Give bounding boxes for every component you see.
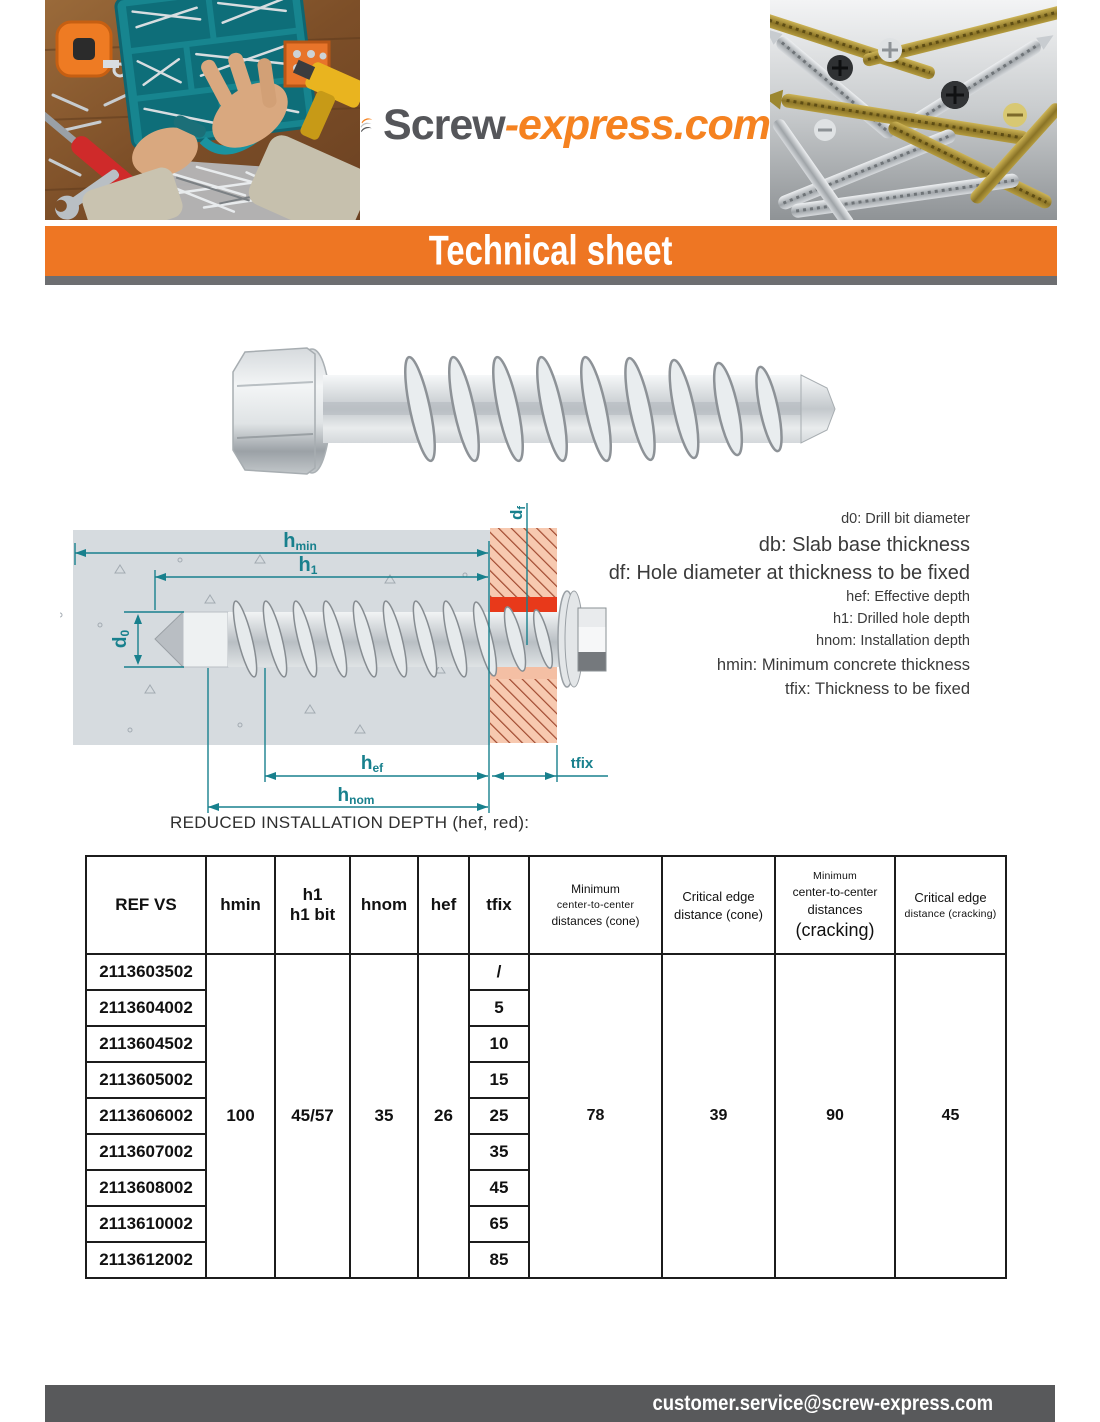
tfix-cell: 5 bbox=[469, 990, 529, 1026]
svg-text:hnom bbox=[338, 785, 375, 807]
reduced-depth-caption: REDUCED INSTALLATION DEPTH (hef, red): bbox=[170, 813, 530, 832]
label-d0-sub: 0 bbox=[118, 629, 132, 637]
header-hnom: hnom bbox=[350, 856, 418, 954]
tfix-cell: 45 bbox=[469, 1170, 529, 1206]
ref-cell: 2113604502 bbox=[86, 1026, 206, 1062]
customer-service-email: customer.service@screw-express.com bbox=[652, 1391, 993, 1415]
ref-cell: 2113605002 bbox=[86, 1062, 206, 1098]
label-tfix: tfix bbox=[570, 755, 594, 772]
label-h1-main: h bbox=[298, 554, 311, 576]
ref-cell: 2113606002 bbox=[86, 1098, 206, 1134]
screw-tip bbox=[801, 375, 835, 443]
tfix-cell: 10 bbox=[469, 1026, 529, 1062]
table-header-row bbox=[86, 856, 1006, 954]
label-hef-main: h bbox=[360, 753, 373, 774]
header-h1: h1 h1 bit bbox=[275, 856, 350, 954]
header-c2c-cracking: Minimum center-to-center distances (cracking) bbox=[775, 856, 895, 954]
table-row bbox=[86, 954, 1006, 990]
tfix-cell: 35 bbox=[469, 1134, 529, 1170]
header-c2c-cone: Minimum center-to-center distances (cone) bbox=[529, 856, 662, 954]
tfix-cell: 65 bbox=[469, 1206, 529, 1242]
label-hmin-main: h bbox=[283, 530, 296, 552]
h1-bit-value: 45/57 bbox=[275, 954, 350, 1278]
ref-cell: 2113610002 bbox=[86, 1206, 206, 1242]
header-edge-cone: Critical edge distance (cone) bbox=[662, 856, 775, 954]
c2c-cone-value: 78 bbox=[529, 954, 662, 1278]
svg-text:hef bbox=[361, 753, 384, 775]
legend-item-d0: d0: Drill bit diameter bbox=[841, 511, 970, 527]
tape-measure bbox=[57, 22, 119, 76]
legend-item-hef: hef: Effective depth bbox=[846, 588, 970, 605]
label-df-main: d bbox=[507, 509, 526, 521]
header-hef: hef bbox=[418, 856, 469, 954]
hef-value: 26 bbox=[418, 954, 469, 1278]
tfix-cell: 25 bbox=[469, 1098, 529, 1134]
hmin-value: 100 bbox=[206, 954, 275, 1278]
concrete-screw-illustration bbox=[215, 332, 845, 490]
label-h1-sub: 1 bbox=[310, 563, 318, 577]
footer-bar bbox=[45, 1385, 1055, 1422]
abbreviation-legend bbox=[500, 509, 970, 704]
legend-item-hnom: hnom: Installation depth bbox=[816, 632, 970, 649]
legend-item-df: df: Hole diameter at thickness to be fixed bbox=[608, 561, 970, 584]
header-ref: REF VS bbox=[86, 856, 206, 954]
header-tfix: tfix bbox=[469, 856, 529, 954]
header-photo-screw-pile bbox=[770, 0, 1057, 220]
workbench-photo-illustration bbox=[45, 0, 360, 220]
logo-wordmark bbox=[383, 101, 770, 150]
label-df-sub: f bbox=[516, 505, 528, 510]
hnom-value: 35 bbox=[350, 954, 418, 1278]
label-hmin-sub: min bbox=[295, 539, 317, 553]
banner-title: Technical sheet bbox=[429, 227, 673, 274]
logo-arcs-icon bbox=[360, 86, 373, 164]
tfix-cell: / bbox=[469, 954, 529, 990]
ref-cell: 2113604002 bbox=[86, 990, 206, 1026]
screw-pile-illustration bbox=[770, 0, 1057, 220]
tfix-cell: 85 bbox=[469, 1242, 529, 1278]
ref-cell: 2113603502 bbox=[86, 954, 206, 990]
label-hnom-main: h bbox=[337, 785, 350, 806]
label-hnom-sub: nom bbox=[349, 793, 375, 807]
ref-cell: 2113607002 bbox=[86, 1134, 206, 1170]
edge-cracking-value: 45 bbox=[895, 954, 1006, 1278]
ref-cell: 2113608002 bbox=[86, 1170, 206, 1206]
logo-brand-text: Screw bbox=[383, 100, 505, 149]
c2c-cracking-value: 90 bbox=[775, 954, 895, 1278]
product-screw-image bbox=[215, 332, 845, 495]
legend-item-tfix: tfix: Thickness to be fixed bbox=[785, 679, 970, 698]
brand-logo bbox=[360, 70, 770, 180]
header-photo-workbench bbox=[45, 0, 360, 220]
header-hmin: hmin bbox=[206, 856, 275, 954]
ref-cell: 2113612002 bbox=[86, 1242, 206, 1278]
specification-table bbox=[85, 855, 1007, 1279]
legend-item-h1: h1: Drilled hole depth bbox=[832, 610, 970, 627]
gray-divider-bar bbox=[45, 276, 1057, 285]
logo-suffix-text: -express.com bbox=[504, 100, 770, 149]
legend-item-hmin: hmin: Minimum concrete thickness bbox=[716, 655, 970, 674]
tfix-cell: 15 bbox=[469, 1062, 529, 1098]
legend-item-db: db: Slab base thickness bbox=[758, 533, 970, 556]
edge-cone-value: 39 bbox=[662, 954, 775, 1278]
label-d0-main: d bbox=[110, 636, 131, 649]
hex-head bbox=[233, 348, 315, 474]
technical-sheet-banner bbox=[45, 226, 1057, 276]
label-hef-sub: ef bbox=[372, 761, 384, 775]
header-edge-cracking: Critical edge distance (cracking) bbox=[895, 856, 1006, 954]
thread-crests bbox=[399, 355, 787, 463]
